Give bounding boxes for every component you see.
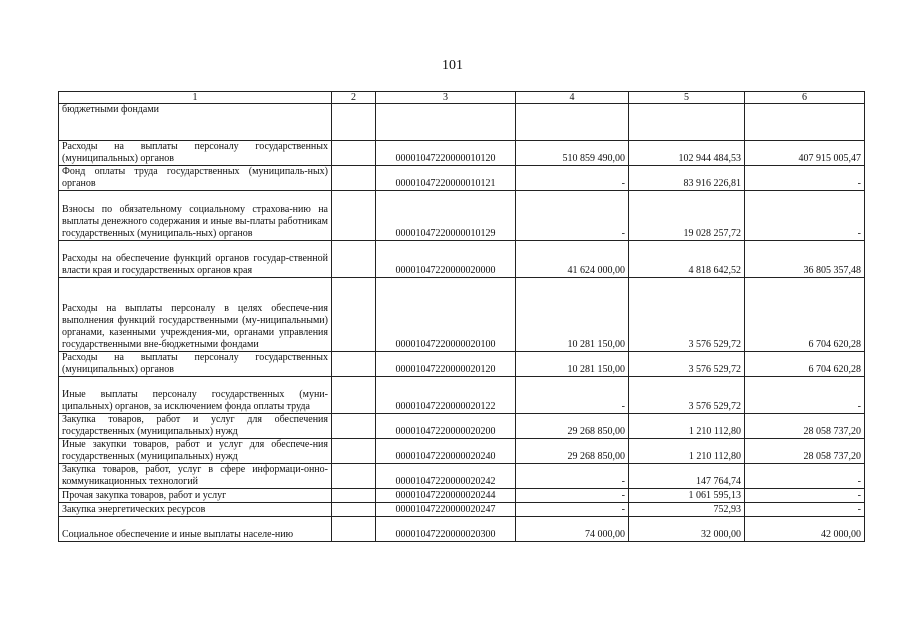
row-plan-cell: 29 268 850,00 bbox=[516, 414, 629, 439]
row-executed-cell: 147 764,74 bbox=[629, 464, 745, 489]
row-name-cell: Фонд оплаты труда государственных (муниципаль-ных) органов bbox=[59, 166, 332, 191]
row-col2-cell bbox=[332, 464, 376, 489]
row-plan-cell: 74 000,00 bbox=[516, 517, 629, 542]
row-executed-cell: 3 576 529,72 bbox=[629, 352, 745, 377]
table-row bbox=[59, 517, 865, 542]
row-name-cell: Взносы по обязательному социальному страхова-нию на выплаты денежного содержания и иные вы-платы работникам государственных (муниципаль-ных) органов bbox=[59, 191, 332, 241]
row-plan-cell: - bbox=[516, 464, 629, 489]
row-remaining-cell: 36 805 357,48 bbox=[745, 241, 865, 278]
table-row bbox=[59, 104, 865, 141]
row-executed-cell: 4 818 642,52 bbox=[629, 241, 745, 278]
row-plan-cell: 10 281 150,00 bbox=[516, 352, 629, 377]
row-col2-cell bbox=[332, 352, 376, 377]
row-code-cell: 00001047220000020244 bbox=[376, 489, 516, 503]
row-plan-cell bbox=[516, 104, 629, 141]
row-name-cell: Расходы на обеспечение функций органов государ-ственной власти края и государственных органов края bbox=[59, 241, 332, 278]
row-executed-cell: 752,93 bbox=[629, 503, 745, 517]
column-header: 4 bbox=[516, 92, 629, 104]
row-name-cell: Расходы на выплаты персоналу государственных (муниципальных) органов bbox=[59, 141, 332, 166]
row-executed-cell: 32 000,00 bbox=[629, 517, 745, 542]
row-name-cell: Расходы на выплаты персоналу в целях обеспече-ния выполнения функций государственными (му-ниципальными) органами, казенными учреждения-ми, органами управления государственными вне-бюджетными фондами bbox=[59, 278, 332, 352]
row-col2-cell bbox=[332, 104, 376, 141]
row-code-cell: 00001047220000020100 bbox=[376, 278, 516, 352]
row-executed-cell: 1 061 595,13 bbox=[629, 489, 745, 503]
row-name-cell: Социальное обеспечение и иные выплаты населе-нию bbox=[59, 517, 332, 542]
row-plan-cell: - bbox=[516, 166, 629, 191]
row-code-cell: 00001047220000010121 bbox=[376, 166, 516, 191]
row-plan-cell: - bbox=[516, 489, 629, 503]
row-col2-cell bbox=[332, 377, 376, 414]
table-row bbox=[59, 464, 865, 489]
row-col2-cell bbox=[332, 141, 376, 166]
table-row bbox=[59, 166, 865, 191]
table-row bbox=[59, 503, 865, 517]
column-header: 5 bbox=[629, 92, 745, 104]
row-plan-cell: 41 624 000,00 bbox=[516, 241, 629, 278]
row-remaining-cell: 28 058 737,20 bbox=[745, 439, 865, 464]
row-col2-cell bbox=[332, 517, 376, 542]
row-code-cell: 00001047220000020242 bbox=[376, 464, 516, 489]
table-row bbox=[59, 489, 865, 503]
column-header: 6 bbox=[745, 92, 865, 104]
table-row bbox=[59, 141, 865, 166]
row-remaining-cell: 28 058 737,20 bbox=[745, 414, 865, 439]
row-col2-cell bbox=[332, 191, 376, 241]
row-name-cell: Расходы на выплаты персоналу государственных (муниципальных) органов bbox=[59, 352, 332, 377]
table-row bbox=[59, 241, 865, 278]
row-remaining-cell: - bbox=[745, 191, 865, 241]
row-executed-cell: 1 210 112,80 bbox=[629, 439, 745, 464]
table-row bbox=[59, 352, 865, 377]
row-col2-cell bbox=[332, 503, 376, 517]
row-code-cell: 00001047220000020120 bbox=[376, 352, 516, 377]
row-remaining-cell: 407 915 005,47 bbox=[745, 141, 865, 166]
row-col2-cell bbox=[332, 489, 376, 503]
row-col2-cell bbox=[332, 414, 376, 439]
row-remaining-cell bbox=[745, 104, 865, 141]
row-plan-cell: 29 268 850,00 bbox=[516, 439, 629, 464]
row-executed-cell: 102 944 484,53 bbox=[629, 141, 745, 166]
row-col2-cell bbox=[332, 166, 376, 191]
row-code-cell bbox=[376, 104, 516, 141]
row-remaining-cell: - bbox=[745, 377, 865, 414]
row-executed-cell: 3 576 529,72 bbox=[629, 278, 745, 352]
row-code-cell: 00001047220000020240 bbox=[376, 439, 516, 464]
column-header: 3 bbox=[376, 92, 516, 104]
row-executed-cell: 83 916 226,81 bbox=[629, 166, 745, 191]
row-executed-cell bbox=[629, 104, 745, 141]
row-remaining-cell: - bbox=[745, 166, 865, 191]
row-executed-cell: 1 210 112,80 bbox=[629, 414, 745, 439]
row-name-cell: Закупка товаров, работ и услуг для обеспечения государственных (муниципальных) нужд bbox=[59, 414, 332, 439]
table-row bbox=[59, 377, 865, 414]
table-row bbox=[59, 191, 865, 241]
row-code-cell: 00001047220000020247 bbox=[376, 503, 516, 517]
row-remaining-cell: 6 704 620,28 bbox=[745, 278, 865, 352]
row-col2-cell bbox=[332, 241, 376, 278]
budget-table bbox=[58, 91, 865, 542]
row-code-cell: 00001047220000010120 bbox=[376, 141, 516, 166]
row-name-cell: Закупка товаров, работ, услуг в сфере информаци-онно-коммуникационных технологий bbox=[59, 464, 332, 489]
row-code-cell: 00001047220000010129 bbox=[376, 191, 516, 241]
page-number: 101 bbox=[442, 58, 463, 73]
row-code-cell: 00001047220000020000 bbox=[376, 241, 516, 278]
row-name-cell: Иные закупки товаров, работ и услуг для обеспече-ния государственных (муниципальных) нужд bbox=[59, 439, 332, 464]
table-row bbox=[59, 439, 865, 464]
row-plan-cell: 510 859 490,00 bbox=[516, 141, 629, 166]
row-name-cell: Прочая закупка товаров, работ и услуг bbox=[59, 489, 332, 503]
column-header: 2 bbox=[332, 92, 376, 104]
row-col2-cell bbox=[332, 278, 376, 352]
row-col2-cell bbox=[332, 439, 376, 464]
row-code-cell: 00001047220000020122 bbox=[376, 377, 516, 414]
row-plan-cell: - bbox=[516, 191, 629, 241]
table-row bbox=[59, 278, 865, 352]
row-remaining-cell: - bbox=[745, 464, 865, 489]
row-name-cell: Иные выплаты персоналу государственных (муни-ципальных) органов, за исключением фонда оплаты труда bbox=[59, 377, 332, 414]
row-code-cell: 00001047220000020300 bbox=[376, 517, 516, 542]
row-remaining-cell: 42 000,00 bbox=[745, 517, 865, 542]
row-plan-cell: - bbox=[516, 503, 629, 517]
row-remaining-cell: - bbox=[745, 489, 865, 503]
row-executed-cell: 3 576 529,72 bbox=[629, 377, 745, 414]
row-executed-cell: 19 028 257,72 bbox=[629, 191, 745, 241]
row-code-cell: 00001047220000020200 bbox=[376, 414, 516, 439]
row-plan-cell: 10 281 150,00 bbox=[516, 278, 629, 352]
column-header: 1 bbox=[59, 92, 332, 104]
row-plan-cell: - bbox=[516, 377, 629, 414]
row-remaining-cell: 6 704 620,28 bbox=[745, 352, 865, 377]
row-name-cell: бюджетными фондами bbox=[59, 104, 332, 141]
table-header-row bbox=[59, 92, 865, 104]
row-remaining-cell: - bbox=[745, 503, 865, 517]
table-row bbox=[59, 414, 865, 439]
row-name-cell: Закупка энергетических ресурсов bbox=[59, 503, 332, 517]
